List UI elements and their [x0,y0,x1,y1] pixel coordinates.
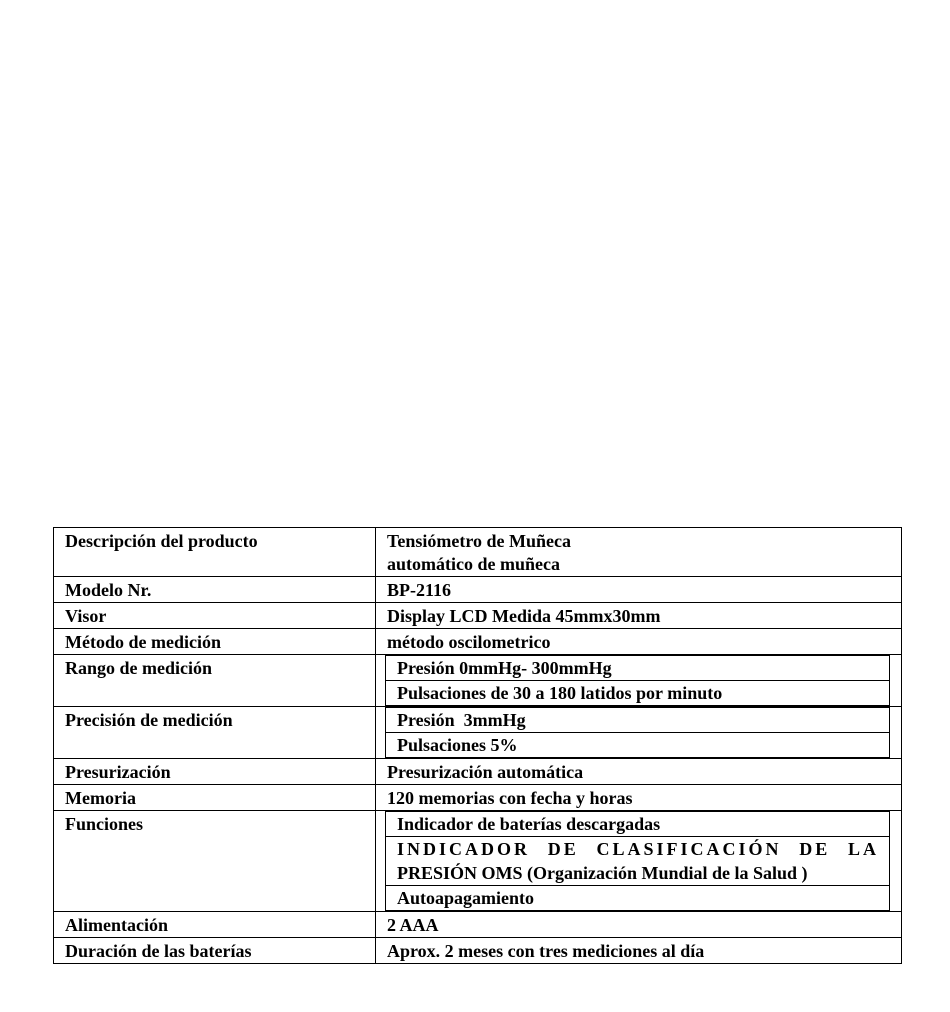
row-value: Display LCD Medida 45mmx30mm [387,606,661,626]
label-cell [54,811,376,912]
value-cell [376,577,902,603]
label-cell [54,785,376,811]
sub-values [385,811,890,911]
label-cell [54,707,376,759]
label-cell [54,577,376,603]
row-label: Rango de medición [65,658,213,678]
value-cell [376,811,902,912]
value-cell [376,528,902,577]
row-label: Modelo Nr. [65,580,152,600]
row-label: Descripción del producto [65,531,258,551]
label-cell [54,528,376,577]
sub-value: Pulsaciones 5% [385,733,890,758]
row-label: Funciones [65,814,144,834]
table-row [54,603,902,629]
label-cell [54,629,376,655]
sub-value: Autoapagamiento [385,885,890,911]
label-cell [54,938,376,964]
row-value: 2 AAA [387,915,439,935]
row-label: Método de medición [65,632,221,652]
table-row [54,707,902,759]
table-row [54,629,902,655]
row-label: Precisión de medición [65,710,233,730]
value-cell [376,707,902,759]
row-value: método oscilometrico [387,632,551,652]
label-cell [54,655,376,707]
table-row [54,577,902,603]
product-spec-table [53,527,902,964]
sub-values [385,707,890,758]
sub-value: Presión 3mmHg [385,707,890,733]
value-cell [376,938,902,964]
table-row [54,912,902,938]
sub-value: Presión 0mmHg- 300mmHg [385,655,890,681]
row-value: 120 memorias con fecha y horas [387,788,633,808]
table-row [54,655,902,707]
value-cell [376,603,902,629]
row-label: Visor [65,606,107,626]
row-value: Presurización automática [387,762,584,782]
sub-value-line: PRESIÓN OMS (Organización Mundial de la Salud ) [397,863,808,883]
row-label: Alimentación [65,915,168,935]
table-row [54,811,902,912]
value-cell [376,629,902,655]
label-cell [54,912,376,938]
label-cell [54,759,376,785]
label-cell [54,603,376,629]
table-row [54,938,902,964]
value-cell [376,785,902,811]
value-cell [376,912,902,938]
sub-value-line: INDICADOR DE CLASIFICACIÓN DE LA [397,839,879,859]
row-value-line: automático de muñeca [387,554,560,574]
sub-value: Pulsaciones de 30 a 180 latidos por minuto [385,681,890,706]
row-label: Duración de las baterías [65,941,252,961]
row-label: Presurización [65,762,171,782]
row-value: Aprox. 2 meses con tres mediciones al día [387,941,705,961]
sub-value: Indicador de baterías descargadas [385,811,890,837]
sub-values [385,655,890,706]
sub-value-block [385,837,890,885]
value-cell [376,655,902,707]
table-row [54,528,902,577]
table-row [54,785,902,811]
row-value: BP-2116 [387,580,452,600]
row-label: Memoria [65,788,136,808]
row-value-line: Tensiómetro de Muñeca [387,531,571,551]
value-cell [376,759,902,785]
table-row [54,759,902,785]
